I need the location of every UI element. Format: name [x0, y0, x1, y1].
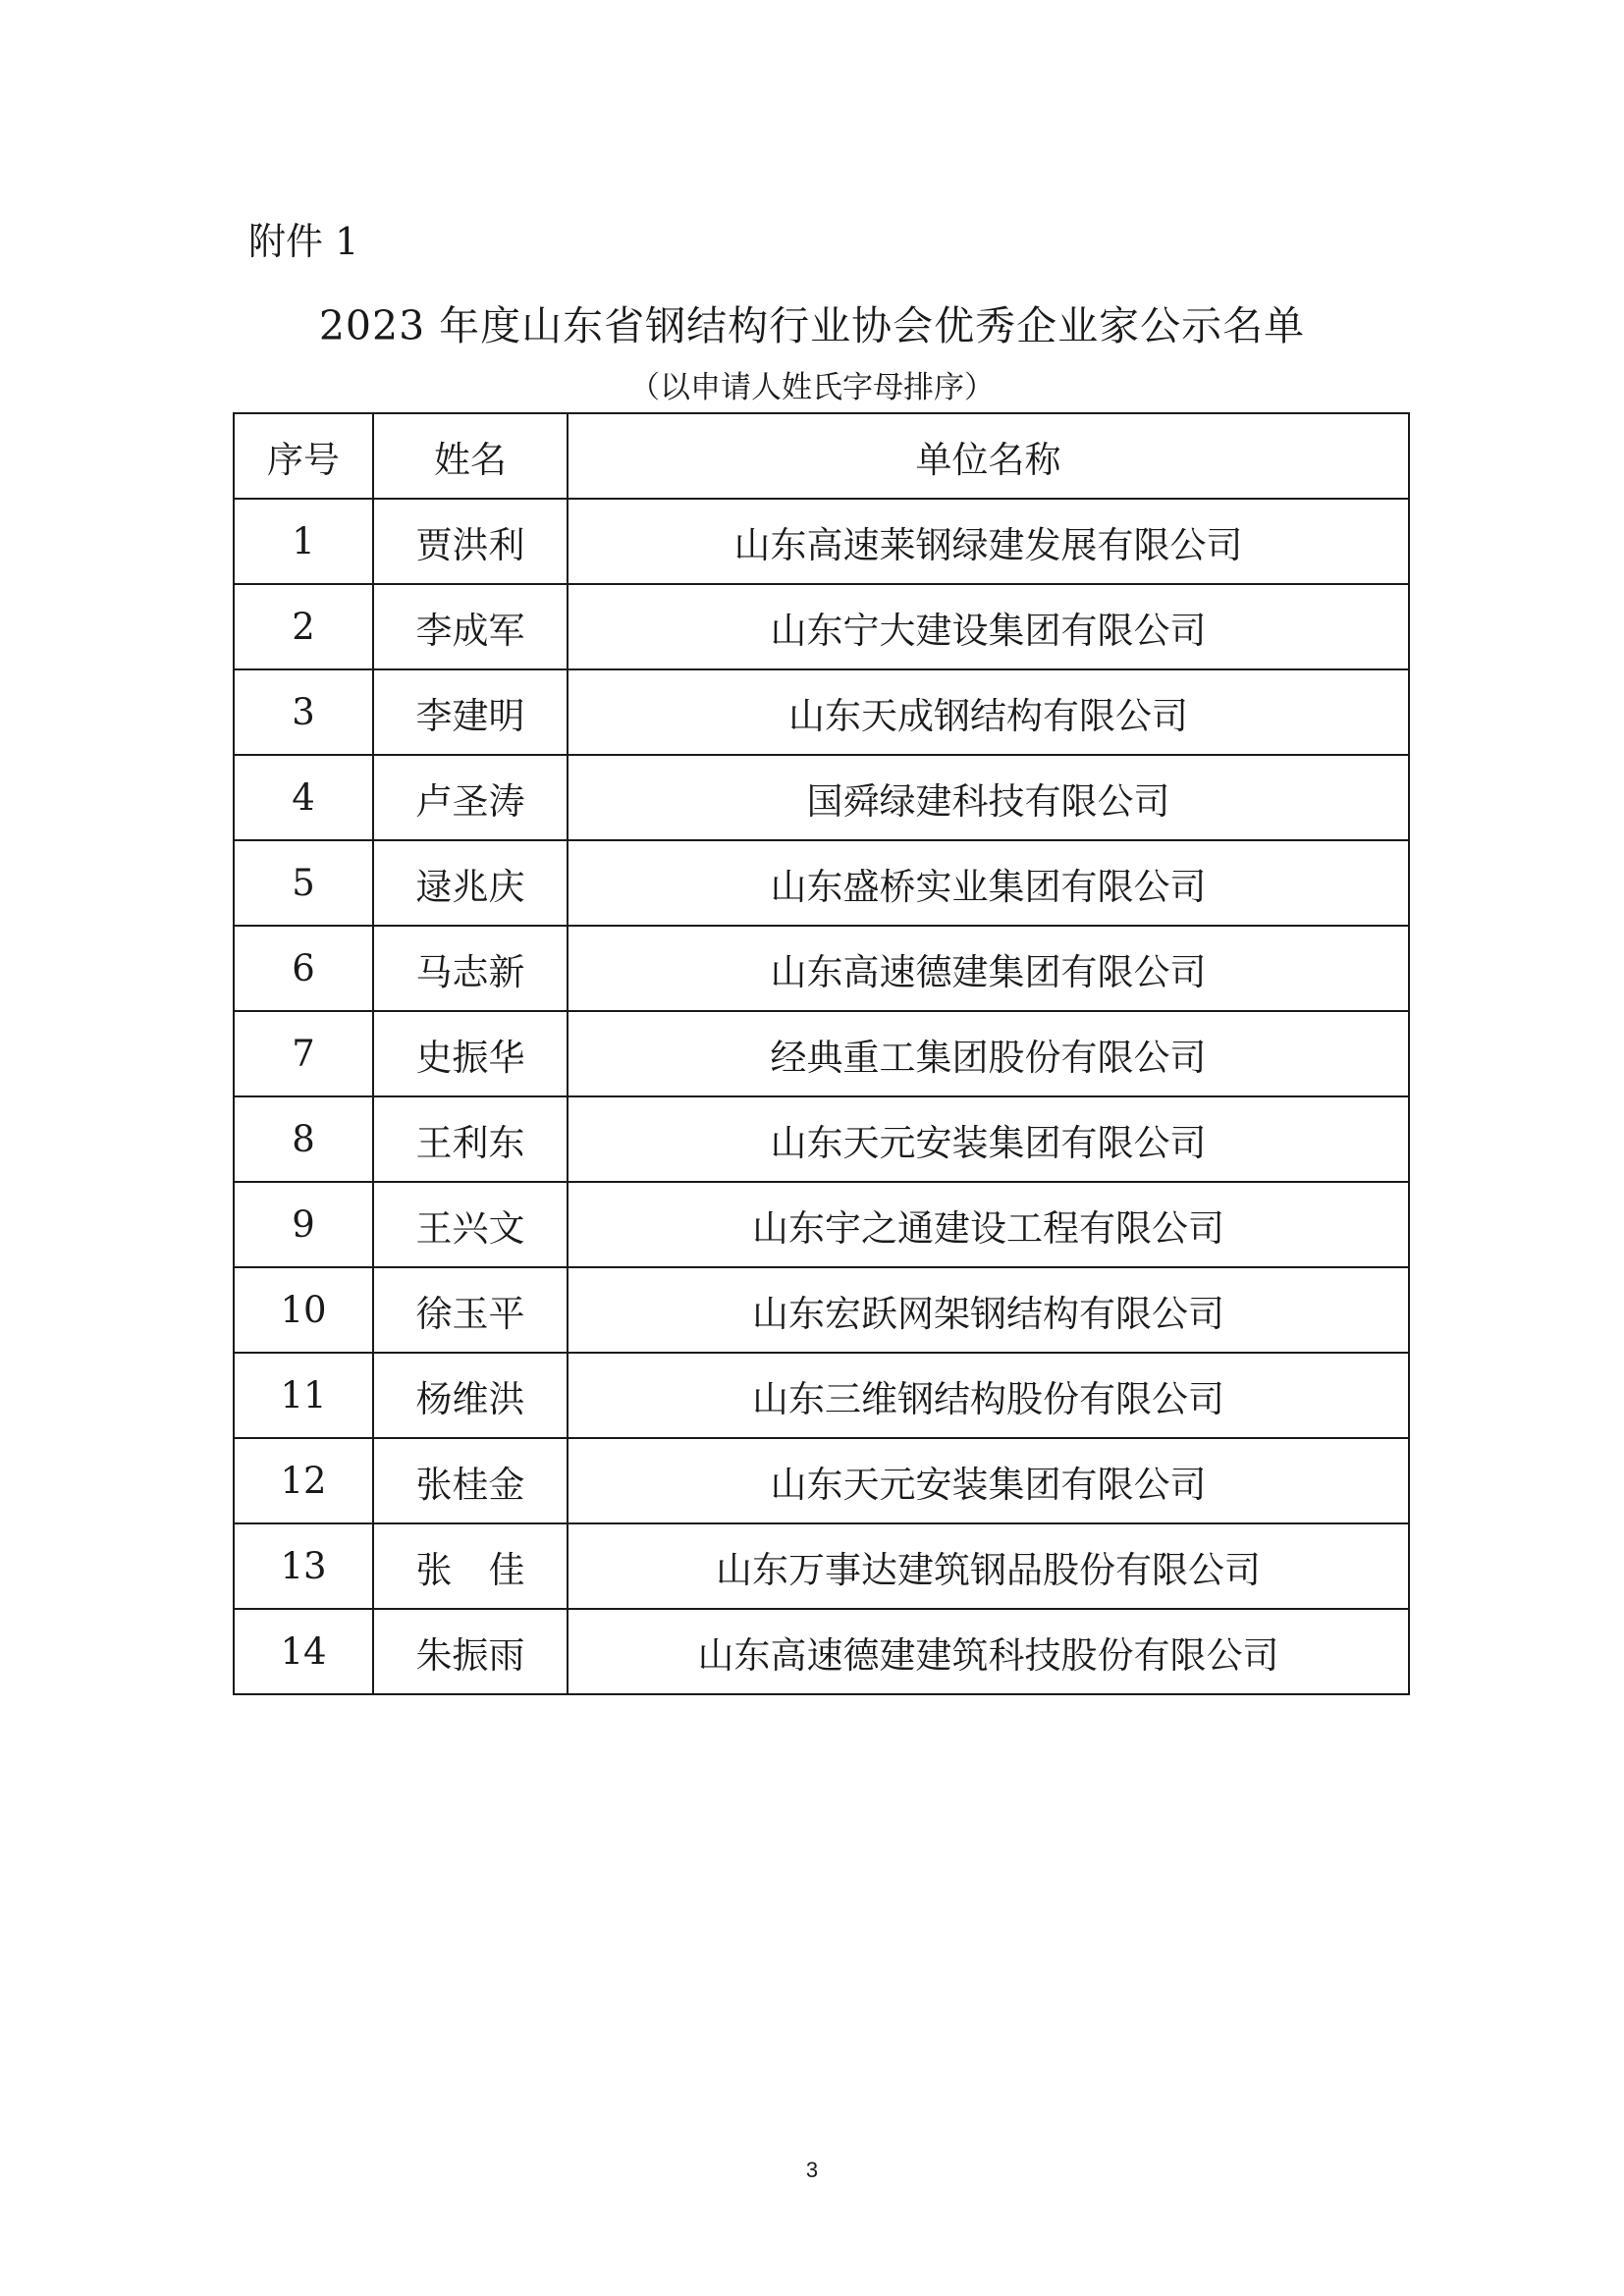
cell-serial-number: 14 — [234, 1609, 373, 1694]
cell-name: 张 佳 — [373, 1523, 568, 1609]
table-row — [234, 755, 1409, 840]
cell-company: 山东高速德建建筑科技股份有限公司 — [568, 1609, 1409, 1694]
cell-company: 山东天元安装集团有限公司 — [568, 1438, 1409, 1523]
cell-name: 王利东 — [373, 1096, 568, 1182]
cell-serial-number: 1 — [234, 499, 373, 584]
cell-company: 山东盛桥实业集团有限公司 — [568, 840, 1409, 926]
table-row — [234, 499, 1409, 584]
header-serial-number: 序号 — [234, 413, 373, 499]
table-row — [234, 840, 1409, 926]
cell-name: 张桂金 — [373, 1438, 568, 1523]
annex-label: 附件 1 — [248, 220, 359, 263]
table-row — [234, 1182, 1409, 1267]
cell-name: 徐玉平 — [373, 1267, 568, 1353]
cell-company: 山东宇之通建设工程有限公司 — [568, 1182, 1409, 1267]
cell-name: 逯兆庆 — [373, 840, 568, 926]
cell-name: 王兴文 — [373, 1182, 568, 1267]
table-row — [234, 1438, 1409, 1523]
cell-serial-number: 7 — [234, 1011, 373, 1096]
cell-serial-number: 13 — [234, 1523, 373, 1609]
cell-company: 山东宏跃网架钢结构有限公司 — [568, 1267, 1409, 1353]
cell-serial-number: 12 — [234, 1438, 373, 1523]
cell-company: 经典重工集团股份有限公司 — [568, 1011, 1409, 1096]
header-company: 单位名称 — [568, 413, 1409, 499]
cell-company: 山东宁大建设集团有限公司 — [568, 584, 1409, 669]
cell-company: 山东万事达建筑钢品股份有限公司 — [568, 1523, 1409, 1609]
cell-company: 山东高速德建集团有限公司 — [568, 926, 1409, 1011]
table-row — [234, 669, 1409, 755]
page-number: 3 — [805, 2158, 819, 2182]
cell-name: 杨维洪 — [373, 1353, 568, 1438]
table-row — [234, 1096, 1409, 1182]
cell-serial-number: 8 — [234, 1096, 373, 1182]
table-row — [234, 1267, 1409, 1353]
cell-serial-number: 2 — [234, 584, 373, 669]
cell-company: 国舜绿建科技有限公司 — [568, 755, 1409, 840]
cell-serial-number: 6 — [234, 926, 373, 1011]
cell-company: 山东天成钢结构有限公司 — [568, 669, 1409, 755]
awardee-table — [233, 412, 1410, 1695]
cell-name: 贾洪利 — [373, 499, 568, 584]
cell-serial-number: 3 — [234, 669, 373, 755]
cell-company: 山东高速莱钢绿建发展有限公司 — [568, 499, 1409, 584]
cell-name: 李建明 — [373, 669, 568, 755]
cell-name: 李成军 — [373, 584, 568, 669]
document-subtitle: （以申请人姓氏字母排序） — [629, 370, 995, 405]
document-title: 2023 年度山东省钢结构行业协会优秀企业家公示名单 — [318, 302, 1306, 349]
cell-serial-number: 4 — [234, 755, 373, 840]
header-name: 姓名 — [373, 413, 568, 499]
table-header-row — [234, 413, 1409, 499]
cell-serial-number: 10 — [234, 1267, 373, 1353]
table-row — [234, 926, 1409, 1011]
cell-serial-number: 9 — [234, 1182, 373, 1267]
table-row — [234, 584, 1409, 669]
cell-name: 卢圣涛 — [373, 755, 568, 840]
cell-name: 朱振雨 — [373, 1609, 568, 1694]
table-row — [234, 1523, 1409, 1609]
cell-serial-number: 11 — [234, 1353, 373, 1438]
table-row — [234, 1353, 1409, 1438]
cell-name: 史振华 — [373, 1011, 568, 1096]
table-row — [234, 1609, 1409, 1694]
cell-company: 山东天元安装集团有限公司 — [568, 1096, 1409, 1182]
cell-serial-number: 5 — [234, 840, 373, 926]
table-row — [234, 1011, 1409, 1096]
cell-company: 山东三维钢结构股份有限公司 — [568, 1353, 1409, 1438]
cell-name: 马志新 — [373, 926, 568, 1011]
